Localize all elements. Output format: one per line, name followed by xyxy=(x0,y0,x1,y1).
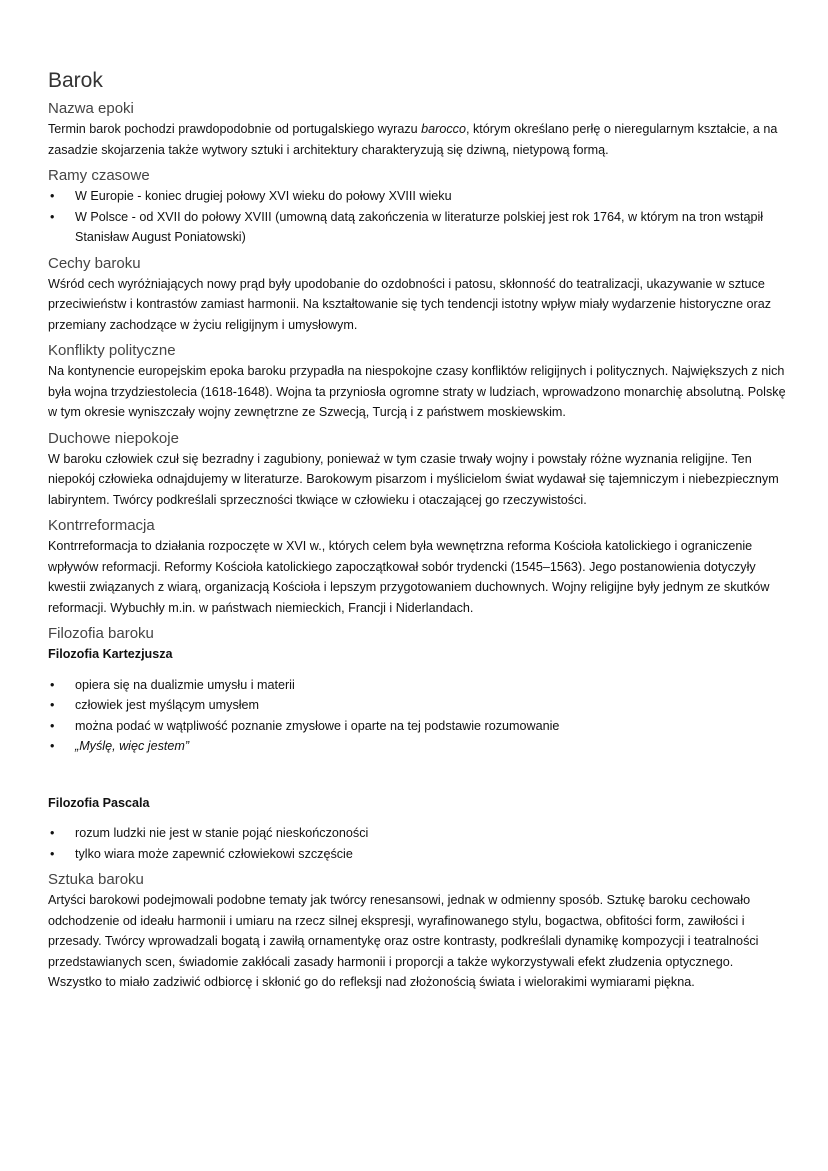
section-heading: Cechy baroku xyxy=(48,254,141,272)
bullet-icon: • xyxy=(50,209,55,224)
section-nazwa-epoki xyxy=(48,99,788,160)
list-item-text: można podać w wątpliwość poznanie zmysłowe i oparte na tej podstawie rozumowanie xyxy=(75,718,560,733)
section-paragraph: Kontrreformacja to działania rozpoczęte w XVI w., których celem była wewnętrzna reforma Kościoła katolickiego i ograniczenie wpływów reformacji. Reformy Kościoła katolickiego zapoczątkował sobór trydencki (1545–1563). Jego postanowienia dotyczyły kwestii związanych z wiarą, organizacją Kościoła i lepszym przygotowaniem duchownych. Wojny religijne były jednym ze skutków reformacji. Wybuchły m.in. w państwach niemieckich, Francji i Niderlandach. xyxy=(48,539,770,615)
list-item xyxy=(48,844,788,865)
bullet-icon: • xyxy=(50,826,55,840)
list-item xyxy=(48,823,788,844)
section-sztuka-baroku xyxy=(48,870,788,993)
spacer xyxy=(48,813,788,823)
section-heading: Filozofia baroku xyxy=(48,625,154,642)
section-filozofia-baroku xyxy=(48,624,788,864)
section-cechy-baroku xyxy=(48,254,788,336)
subsection-heading-pascal: Filozofia Pascala xyxy=(48,795,150,810)
bullet-icon: • xyxy=(50,677,55,692)
bullet-list-pascal xyxy=(48,823,788,864)
list-item-text: rozum ludzki nie jest w stanie pojąć nieskończoności xyxy=(75,826,369,840)
italic-term: barocco xyxy=(421,122,466,136)
bullet-icon: • xyxy=(50,698,55,712)
list-item xyxy=(48,716,788,737)
bullet-icon: • xyxy=(50,189,55,203)
section-konflikty-polityczne xyxy=(48,341,788,423)
section-heading: Duchowe niepokoje xyxy=(48,429,179,447)
section-heading: Konflikty polityczne xyxy=(48,342,176,359)
subsection-heading-kartezjusz: Filozofia Kartezjusza xyxy=(48,647,173,661)
bullet-list xyxy=(48,186,788,248)
list-item-text: opiera się na dualizmie umysłu i materii xyxy=(75,677,295,692)
list-item-text: tylko wiara może zapewnić człowiekowi szczęście xyxy=(75,846,353,861)
section-duchowe-niepokoje xyxy=(48,429,788,511)
list-item xyxy=(48,186,788,207)
text-run: Termin barok pochodzi prawdopodobnie od portugalskiego wyrazu xyxy=(48,122,422,136)
section-paragraph: Na kontynencie europejskim epoka baroku przypadła na niespokojne czasy konfliktów religijnych i politycznych. Największych z nich była wojna trzydziestolecia (1618-1648). Wojna ta przyniosła ogromne straty w ludziach, wprowadzono monarchię absolutną. Polskę w tym okresie wyniszczały wojny zewnętrzne ze Szwecją, Turcją i z państwem moskiewskim. xyxy=(48,364,786,419)
section-kontrreformacja xyxy=(48,516,788,618)
document-page xyxy=(48,68,788,999)
list-item xyxy=(48,695,788,716)
list-item-text: W Europie - koniec drugiej połowy XVI wieku do połowy XVIII wieku xyxy=(75,189,452,203)
spacer xyxy=(48,665,788,675)
list-item-text: W Polsce - od XVII do połowy XVIII (umowną datą zakończenia w literaturze polskiej jest rok 1764, w którym na tron wstąpił Stanisław August Poniatowski) xyxy=(75,209,764,244)
document-title: Barok xyxy=(48,69,103,92)
bullet-icon: • xyxy=(50,739,55,753)
section-paragraph xyxy=(48,119,788,160)
section-heading: Sztuka baroku xyxy=(48,871,144,888)
bullet-icon: • xyxy=(50,718,55,733)
quote-text: „Myślę, więc jestem” xyxy=(75,739,190,753)
section-heading: Nazwa epoki xyxy=(48,100,134,117)
bullet-icon: • xyxy=(50,846,55,861)
section-heading: Kontrreformacja xyxy=(48,517,155,534)
list-item xyxy=(48,736,788,757)
section-paragraph: Wśród cech wyróżniających nowy prąd były upodobanie do ozdobności i patosu, skłonność do teatralizacji, ukazywanie w sztuce przeciwieństw i kontrastów zamiast harmonii. Na kształtowanie się tych tendencji istotny wpływ miały wydarzenie historyczne oraz przemiany zachodzące w życiu religijnym i umysłowym. xyxy=(48,276,772,332)
list-item-text: człowiek jest myślącym umysłem xyxy=(75,698,260,712)
spacer xyxy=(48,763,788,793)
text-run: , którym określano perłę o nieregularnym kształcie, a na zasadzie skojarzenia także wytwory sztuki i architektury charakteryzują się dziwną, nietypową formą. xyxy=(48,122,778,157)
section-ramy-czasowe xyxy=(48,166,788,248)
section-paragraph: W baroku człowiek czuł się bezradny i zagubiony, ponieważ w tym czasie trwały wojny i powstały różne wyznania religijne. Ten niepokój człowieka odnajdujemy w literaturze. Barokowym pisarzom i myślicielom świat wydawał się tajemniczym i niebezpiecznym labiryntem. Twórcy podkreślali sprzeczności tkwiące w człowieku i otaczającej go rzeczywistości. xyxy=(48,451,779,507)
list-item xyxy=(48,207,788,248)
section-heading: Ramy czasowe xyxy=(48,167,150,184)
section-paragraph: Artyści barokowi podejmowali podobne tematy jak twórcy renesansowi, jednak w odmienny sposób. Sztukę baroku cechowało odchodzenie od ideału harmonii i umiaru na rzecz silnej ekspresji, wyrafinowanego stylu, bogactwa, obfitości form, zawiłości i przesady. Twórcy wprowadzali bogatą i zawiłą ornamentykę oraz ostre kontrasty, podkreślali dynamikę kompozycji i teatralności przedstawianych scen, świadomie zakłócali zasady harmonii i proporcji a także wykorzystywali efekt złudzenia optycznego. Wszystko to miało zadziwić odbiorcę i skłonić go do refleksji nad złożonością świata i wielorakimi wymiarami piękna. xyxy=(48,893,759,989)
list-item xyxy=(48,675,788,696)
bullet-list-kartezjusz xyxy=(48,675,788,757)
